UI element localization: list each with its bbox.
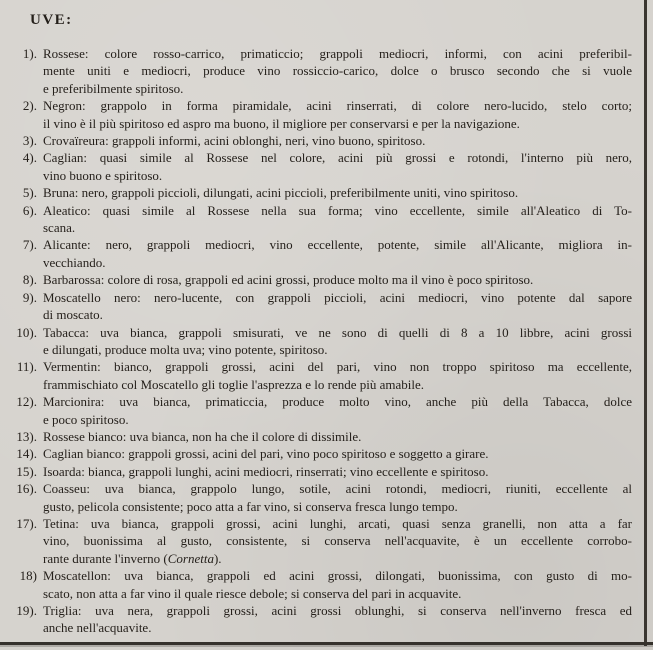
list-item bbox=[0, 567, 653, 602]
list-item bbox=[0, 236, 653, 271]
text-line: Barbarossa: colore di rosa, grappoli ed acini grossi, produce molto ma il vino è poco spiritoso. bbox=[43, 272, 534, 288]
page-title: UVE: bbox=[30, 12, 73, 28]
text-line: Caglian bianco: grappoli grossi, acini del pari, vino poco spiritoso e soggetto a girare. bbox=[43, 446, 489, 462]
item-number: 7). bbox=[22, 237, 37, 253]
text-line: frammischiato col Moscatello gli toglie l'asprezza e lo rende più amabile. bbox=[43, 376, 425, 392]
item-number: 3). bbox=[22, 133, 37, 149]
item-text bbox=[43, 236, 632, 271]
text-line: Rossese bianco: uva bianca, non ha che il colore di dissimile. bbox=[43, 428, 362, 444]
text-line: Alicante: nero, grappoli mediocri, vino eccellente, potente, simile all'Alicante, migliora in- bbox=[43, 237, 632, 253]
text-line: rante durante l'inverno (Cornetta). bbox=[43, 550, 222, 566]
text-line: Coasseu: uva bianca, grappolo lungo, sotile, acini rotondi, mediocri, riuniti, eccellente al bbox=[43, 481, 632, 497]
text-line: Tetina: uva bianca, grappoli grossi, acini lunghi, arcati, quasi senza granelli, non atta a far bbox=[43, 515, 632, 531]
text-line: vino, buonissima al gusto, consistente, si conserva nell'acquavite, è un eccellente corrobo- bbox=[43, 533, 632, 549]
item-text bbox=[43, 515, 632, 567]
page-edge-rule-bottom bbox=[0, 642, 653, 645]
text-line: gusto, pelicola consistente; poco atta a far vino, si conserva fresca lungo tempo. bbox=[43, 498, 458, 514]
item-text bbox=[43, 149, 632, 184]
list-item bbox=[0, 445, 653, 462]
grape-list bbox=[0, 45, 653, 637]
list-item bbox=[0, 45, 653, 97]
item-text bbox=[43, 445, 632, 462]
text-line: Isoarda: bianca, grappoli lunghi, acini mediocri, rinserrati; vino eccellente e spiritoso. bbox=[43, 463, 489, 479]
text-line: e dilungati, produce molta uva; vino potente, spiritoso. bbox=[43, 341, 328, 357]
text-line: e poco spiritoso. bbox=[43, 411, 129, 427]
text-line: Negron: grappolo in forma piramidale, acini rinserrati, di colore nero-lucido, stelo corto; bbox=[43, 98, 632, 114]
list-item bbox=[0, 132, 653, 149]
text-line: Rossese: colore rosso-carrico, primaticcio; grappoli mediocri, informi, con acini preferibil- bbox=[43, 46, 632, 61]
text-line: Vermentin: bianco, grappoli grossi, acini del pari, vino non troppo spiritoso ma eccellente, bbox=[43, 359, 632, 375]
list-item bbox=[0, 289, 653, 324]
page-edge-rule-right bbox=[644, 0, 647, 646]
item-text bbox=[43, 289, 632, 324]
list-item bbox=[0, 184, 653, 201]
item-number: 10). bbox=[16, 324, 37, 340]
item-text bbox=[43, 184, 632, 201]
text-line: scato, non atta a far vino il quale riesce debole; si conserva del pari in acquavite. bbox=[43, 585, 462, 601]
list-item bbox=[0, 97, 653, 132]
item-text bbox=[43, 428, 632, 445]
item-number: 9). bbox=[22, 289, 37, 305]
list-item bbox=[0, 428, 653, 445]
item-number: 4). bbox=[22, 150, 37, 166]
item-number: 11). bbox=[16, 359, 37, 375]
item-text bbox=[43, 393, 632, 428]
text-line: Triglia: uva nera, grappoli grossi, acini grossi oblunghi, si conserva nell'inverno fresca ed bbox=[43, 603, 632, 618]
list-item bbox=[0, 202, 653, 237]
item-text bbox=[43, 97, 632, 132]
item-number: 1). bbox=[22, 46, 37, 61]
item-number: 8). bbox=[22, 272, 37, 288]
text-line: Caglian: quasi simile al Rossese nel colore, acini più grossi e rotondi, l'interno più nero, bbox=[43, 150, 632, 166]
list-item bbox=[0, 515, 653, 567]
item-number: 5). bbox=[22, 185, 37, 201]
list-item bbox=[0, 463, 653, 480]
item-number: 13). bbox=[16, 428, 37, 444]
text-line: scana. bbox=[43, 220, 76, 236]
list-item bbox=[0, 149, 653, 184]
text-line: Moscatellon: uva bianca, grappoli ed acini grossi, dilongati, buonissima, con gusto di mo- bbox=[43, 568, 632, 584]
item-text bbox=[43, 463, 632, 480]
italic-word: Cornetta bbox=[167, 550, 214, 566]
item-text bbox=[43, 271, 632, 288]
item-number: 12). bbox=[16, 394, 37, 410]
item-number: 6). bbox=[22, 202, 37, 218]
list-item bbox=[0, 480, 653, 515]
item-number: 2). bbox=[22, 98, 37, 114]
item-text bbox=[43, 480, 632, 515]
list-item bbox=[0, 393, 653, 428]
item-number: 15). bbox=[16, 463, 37, 479]
text-line: anche nell'acquavite. bbox=[43, 620, 152, 636]
text-line: di moscato. bbox=[43, 307, 103, 323]
text-line: Aleatico: quasi simile al Rossese nella sua forma; vino eccellente, simile all'Aleatico di To- bbox=[43, 202, 632, 218]
item-number: 18) bbox=[19, 568, 37, 584]
text-line: vecchiando. bbox=[43, 254, 106, 270]
item-number: 19). bbox=[16, 603, 37, 618]
item-text bbox=[43, 202, 632, 237]
list-item bbox=[0, 602, 653, 637]
text-line: Moscatello nero: nero-lucente, con grappoli piccioli, acini mediocri, vino potente dal sapore bbox=[43, 289, 632, 305]
item-text bbox=[43, 602, 632, 637]
item-number: 17). bbox=[16, 515, 37, 531]
text-line: Bruna: nero, grappoli piccioli, dilungati, acini piccioli, preferibilmente uniti, vino spiritoso. bbox=[43, 185, 519, 201]
text-line: vino buono e spiritoso. bbox=[43, 167, 163, 183]
text-line: il vino è il più spiritoso ed aspro ma buono, il migliore per conservarsi e per la navigazione. bbox=[43, 115, 520, 131]
item-text bbox=[43, 567, 632, 602]
text-line: Marcionira: uva bianca, primaticcia, produce molto vino, anche più della Tabacca, dolce bbox=[43, 394, 632, 410]
text-line: Crovaïreura: grappoli informi, acini oblonghi, neri, vino buono, spiritoso. bbox=[43, 133, 426, 149]
text-line: mente uniti e mediocri, produce vino rossiccio-carico, dolce o brusco secondo che si vuole bbox=[43, 63, 632, 79]
list-item bbox=[0, 358, 653, 393]
list-item bbox=[0, 271, 653, 288]
list-item bbox=[0, 324, 653, 359]
text-line: Tabacca: uva bianca, grappoli smisurati, ve ne sono di quelli di 8 a 10 libbre, acini grossi bbox=[43, 324, 632, 340]
item-number: 16). bbox=[16, 481, 37, 497]
item-text bbox=[43, 358, 632, 393]
item-text bbox=[43, 132, 632, 149]
item-text bbox=[43, 324, 632, 359]
item-number: 14). bbox=[16, 446, 37, 462]
text-line: e preferibilmente spiritoso. bbox=[43, 80, 184, 96]
item-text bbox=[43, 45, 632, 97]
